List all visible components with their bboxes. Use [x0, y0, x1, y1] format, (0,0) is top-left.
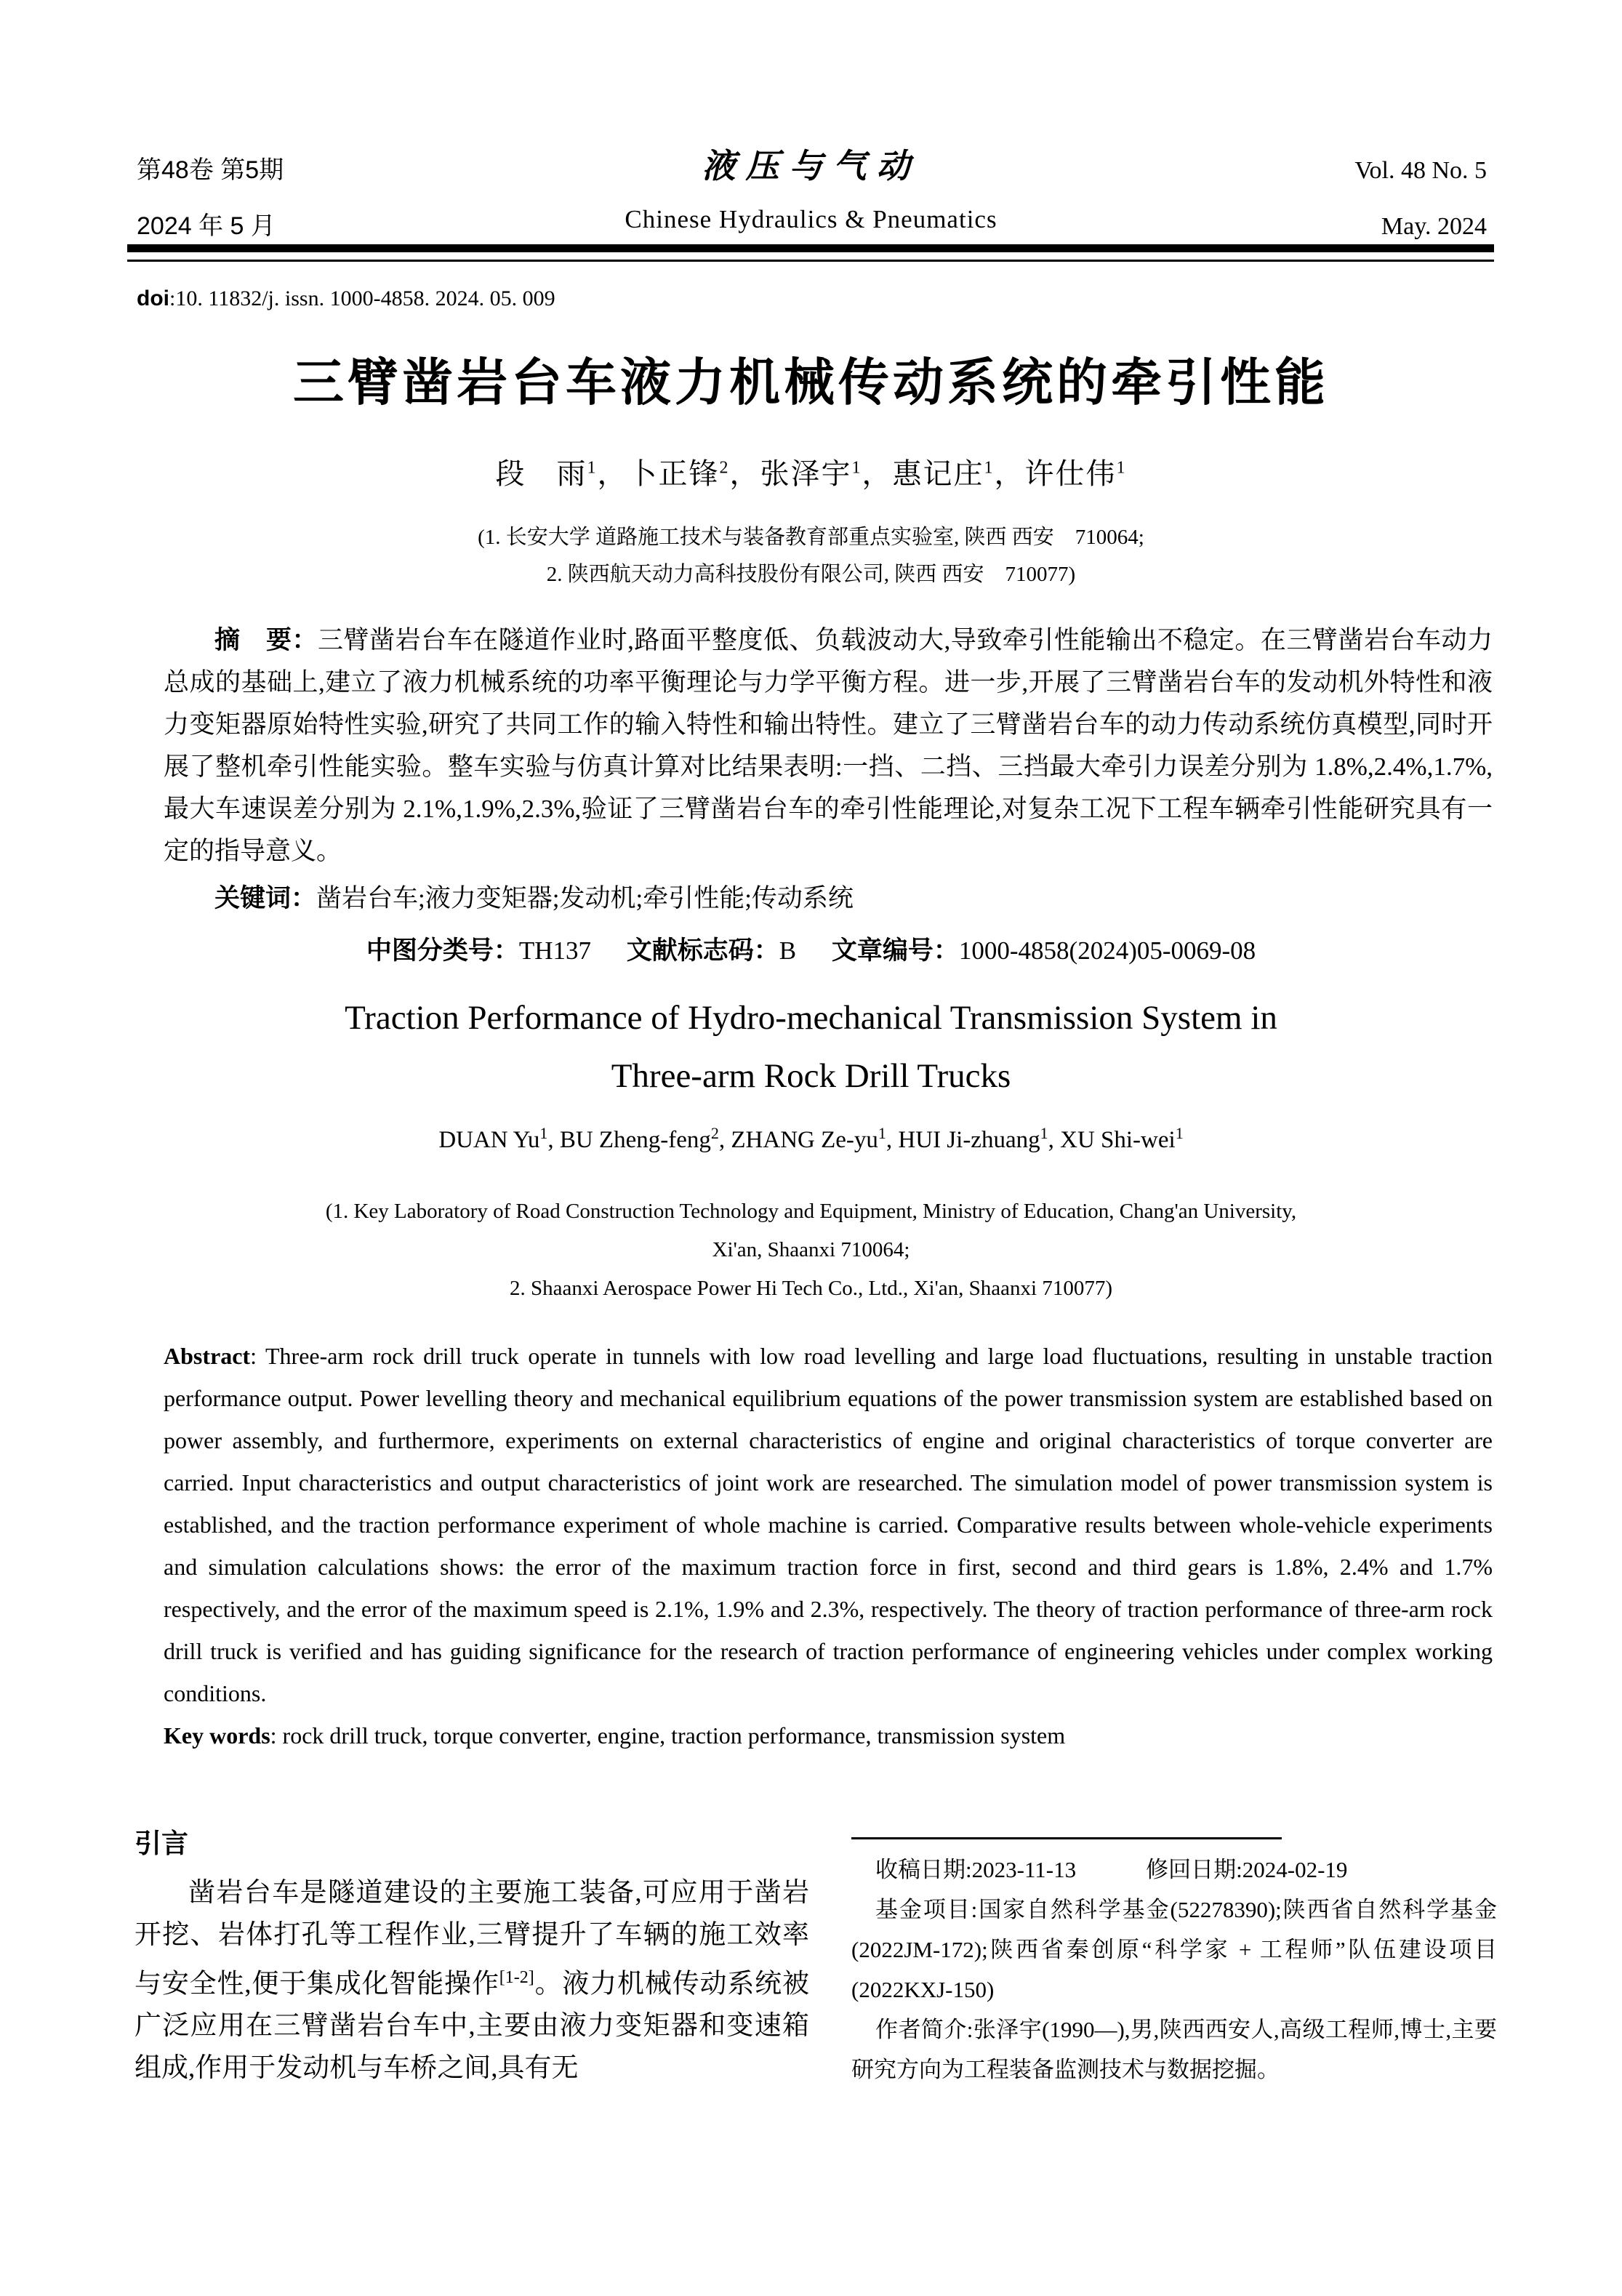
keywords-en-colon: :: [270, 1722, 283, 1749]
keywords-en-text: rock drill truck, torque converter, engine, traction performance, transmission system: [282, 1722, 1066, 1749]
affiliation-en-1b: Xi'an, Shaanxi 710064;: [712, 1238, 910, 1261]
introduction-heading: 引言: [135, 1829, 188, 1858]
keywords-en: [164, 1714, 1493, 1757]
revised-label: 修回日期:: [1146, 1857, 1242, 1882]
date-en: May. 2024: [1381, 213, 1487, 240]
issue-volume-cn: 第48卷 第5期: [137, 156, 284, 184]
author-affil-sup: 1: [587, 458, 598, 478]
affiliation-cn-1: (1. 长安大学 道路施工技术与装备教育部重点实验室, 陕西 西安 710064;: [478, 526, 1144, 549]
author-name: 段 雨$^1$: [495, 457, 598, 490]
clc-line: [0, 931, 1622, 967]
affiliations-en: [0, 1192, 1622, 1308]
footnote-dates: [851, 1850, 1497, 1890]
affiliation-en-1: (1. Key Laboratory of Road Construction Technology and Equipment, Ministry of Education, Chang'an University,: [325, 1200, 1297, 1223]
keywords-en-label: Key words: [164, 1722, 270, 1749]
abstract-en-label: Abstract: [164, 1343, 251, 1369]
abstract-cn-label: 摘 要：: [214, 626, 318, 654]
keywords-cn-text: 凿岩台车;液力变矩器;发动机;牵引性能;传动系统: [316, 884, 854, 912]
bio-value: 张泽宇(1990—),男,陕西西安人,高级工程师,博士,主要研究方向为工程装备监测技术与数据挖掘。: [851, 2017, 1497, 2082]
author-name: BU Zheng-feng$^2$: [559, 1124, 719, 1153]
author-affil-sup: 2: [719, 458, 730, 478]
received-value: 2023-11-13: [971, 1857, 1077, 1882]
article-title-en-line1: Traction Performance of Hydro-mechanical Transmission System in: [345, 999, 1277, 1037]
keywords-cn-label: 关键词：: [214, 884, 317, 912]
clc-number: 中图分类号：TH137: [366, 936, 591, 965]
author-name: HUI Ji-zhuang$^1$: [898, 1124, 1048, 1153]
revised-value: 2024-02-19: [1242, 1857, 1348, 1882]
keywords-cn: [164, 878, 1493, 915]
abstract-en-text: Three-arm rock drill truck operate in tunnels with low road levelling and large load fluctuations, resulting in unstable traction performance output. Power levelling theory and mechanical equilibrium equations of the power transmission system are established based on power assembly, and furthermore, experiments on external characteristics of engine and original characteristics of torque converter are carried. Input characteristics and output characteristics of joint work are researched. The simulation model of power transmission system is established, and the traction performance experiment of whole machine is carried. Comparative results between whole-vehicle experiments and simulation calculations shows: the error of the maximum traction force in first, second and third gears is 1.8%, 2.4% and 1.7% respectively, and the error of the maximum speed is 2.1%, 1.9% and 2.3%, respectively. The theory of traction performance of three-arm rock drill truck is verified and has guiding significance for the research of traction performance of engineering vehicles under complex working conditions.: [164, 1343, 1493, 1706]
author-name: ZHANG $Ze-yu^1$: [731, 1124, 886, 1153]
author-affil-sup: 1: [1116, 458, 1127, 478]
author-affil-sup: 2: [710, 1124, 719, 1142]
journal-title-en: Chinese Hydraulics & Pneumatics: [625, 205, 997, 233]
doi-line: [137, 286, 555, 311]
author-name: 卜正锋$^2$: [627, 457, 730, 490]
footnote-rule: [851, 1837, 1282, 1839]
author-name: XU Shi-wei$^1$: [1060, 1124, 1184, 1153]
abstract-en-paragraph: [164, 1335, 1493, 1714]
author-affil-sup: 1: [1040, 1124, 1048, 1142]
author-affil-sup: 1: [878, 1124, 886, 1142]
doi-value: :10. 11832/j. issn. 1000-4858. 2024. 05. 009: [169, 286, 555, 310]
document-code: 文献标志码：B: [626, 936, 797, 965]
header-vol-info: [1354, 143, 1487, 254]
article-title-cn: 三臂凿岩台车液力机械传动系统的牵引性能: [293, 354, 1329, 411]
volume-en: Vol. 48 No. 5: [1354, 157, 1487, 184]
introduction-paragraph: 凿岩台车是隧道建设的主要施工装备,可应用于凿岩开挖、岩体打孔等工程作业,三臂提升了车辆的施工效率与安全性,便于集成化智能操作[1-2]。液力机械传动系统被广泛应用在三臂凿岩台车中,主要由液力变矩器和变速箱组成,作用于发动机与车桥之间,具有无: [135, 1878, 810, 2084]
abstract-cn: [164, 619, 1493, 872]
abstract-cn-text: 三臂凿岩台车在隧道作业时,路面平整度低、负载波动大,导致牵引性能输出不稳定。在三臂凿岩台车动力总成的基础上,建立了液力机械系统的功率平衡理论与力学平衡方程。进一步,开展了三臂凿岩台车的发动机外特性和液力变矩器原始特性实验,研究了共同工作的输入特性和输出特性。建立了三臂凿岩台车的动力传动系统仿真模型,同时开展了整机牵引性能实验。整车实验与仿真计算对比结果表明:一挡、二挡、三挡最大牵引力误差分别为 1.8%,2.4%,1.7%,最大车速误差分别为 2.1%,1.9%,2.3%,验证了三臂凿岩台车的牵引性能理论,对复杂工况下工程车辆牵引性能研究具有一定的指导意义。: [164, 626, 1493, 865]
fund-label: 基金项目:: [875, 1897, 978, 1922]
citation-ref: [1-2]: [499, 1968, 534, 1987]
abstract-en-colon: :: [250, 1343, 265, 1369]
article-title-en: [0, 989, 1622, 1105]
author-affil-sup: 1: [1175, 1124, 1184, 1142]
authors-cn: 段 雨$^1$，卜正锋$^2$，张泽宇$^1$，惠记庄$^1$，许仕伟$^1$: [495, 457, 1127, 490]
affiliation-en-2: 2. Shaanxi Aerospace Power Hi Tech Co., Ltd., Xi'an, Shaanxi 710077): [509, 1277, 1112, 1300]
author-affil-sup: 1: [539, 1124, 548, 1142]
article-id: 文章编号：1000-4858(2024)05-0069-08: [831, 936, 1256, 965]
journal-title-cn: 液压与气动: [702, 148, 920, 185]
author-affil-sup: 1: [851, 458, 862, 478]
authors-en: DUAN Yu$^1$, BU Zheng-feng$^2$, ZHANG $Ze-yu^1$, HUI Ji-zhuang$^1$, XU Shi-wei$^1$: [438, 1124, 1184, 1153]
header-rule-thin: [127, 260, 1494, 262]
doi-label: doi: [137, 286, 169, 310]
bio-label: 作者简介:: [875, 2017, 973, 2042]
footnote-bio: [851, 2010, 1497, 2090]
author-name: 张泽宇$^1$: [760, 457, 862, 490]
abstract-en: [164, 1335, 1493, 1757]
author-name: 许仕伟$^1$: [1024, 457, 1127, 490]
footnote-column: [851, 1820, 1497, 2090]
footnote-fund: [851, 1890, 1497, 2010]
introduction-column: [135, 1821, 809, 2090]
received-label: 收稿日期:: [875, 1857, 972, 1882]
article-title-en-line2: Three-arm Rock Drill Trucks: [611, 1057, 1011, 1095]
author-affil-sup: 1: [984, 458, 995, 478]
affiliations-cn: [0, 519, 1622, 593]
author-name: DUAN Yu$^1$: [438, 1124, 548, 1153]
issue-date-cn: 2024 年 5 月: [137, 212, 276, 240]
author-name: 惠记庄$^1$: [892, 457, 995, 490]
fund-value: 国家自然科学基金(52278390);陕西省自然科学基金(2022JM-172);陕西省秦创原“科学家 + 工程师”队伍建设项目(2022KXJ-150): [851, 1897, 1497, 2002]
affiliation-cn-2: 2. 陕西航天动力高科技股份有限公司, 陕西 西安 710077): [546, 563, 1076, 586]
header-rule-thick: [127, 244, 1494, 252]
